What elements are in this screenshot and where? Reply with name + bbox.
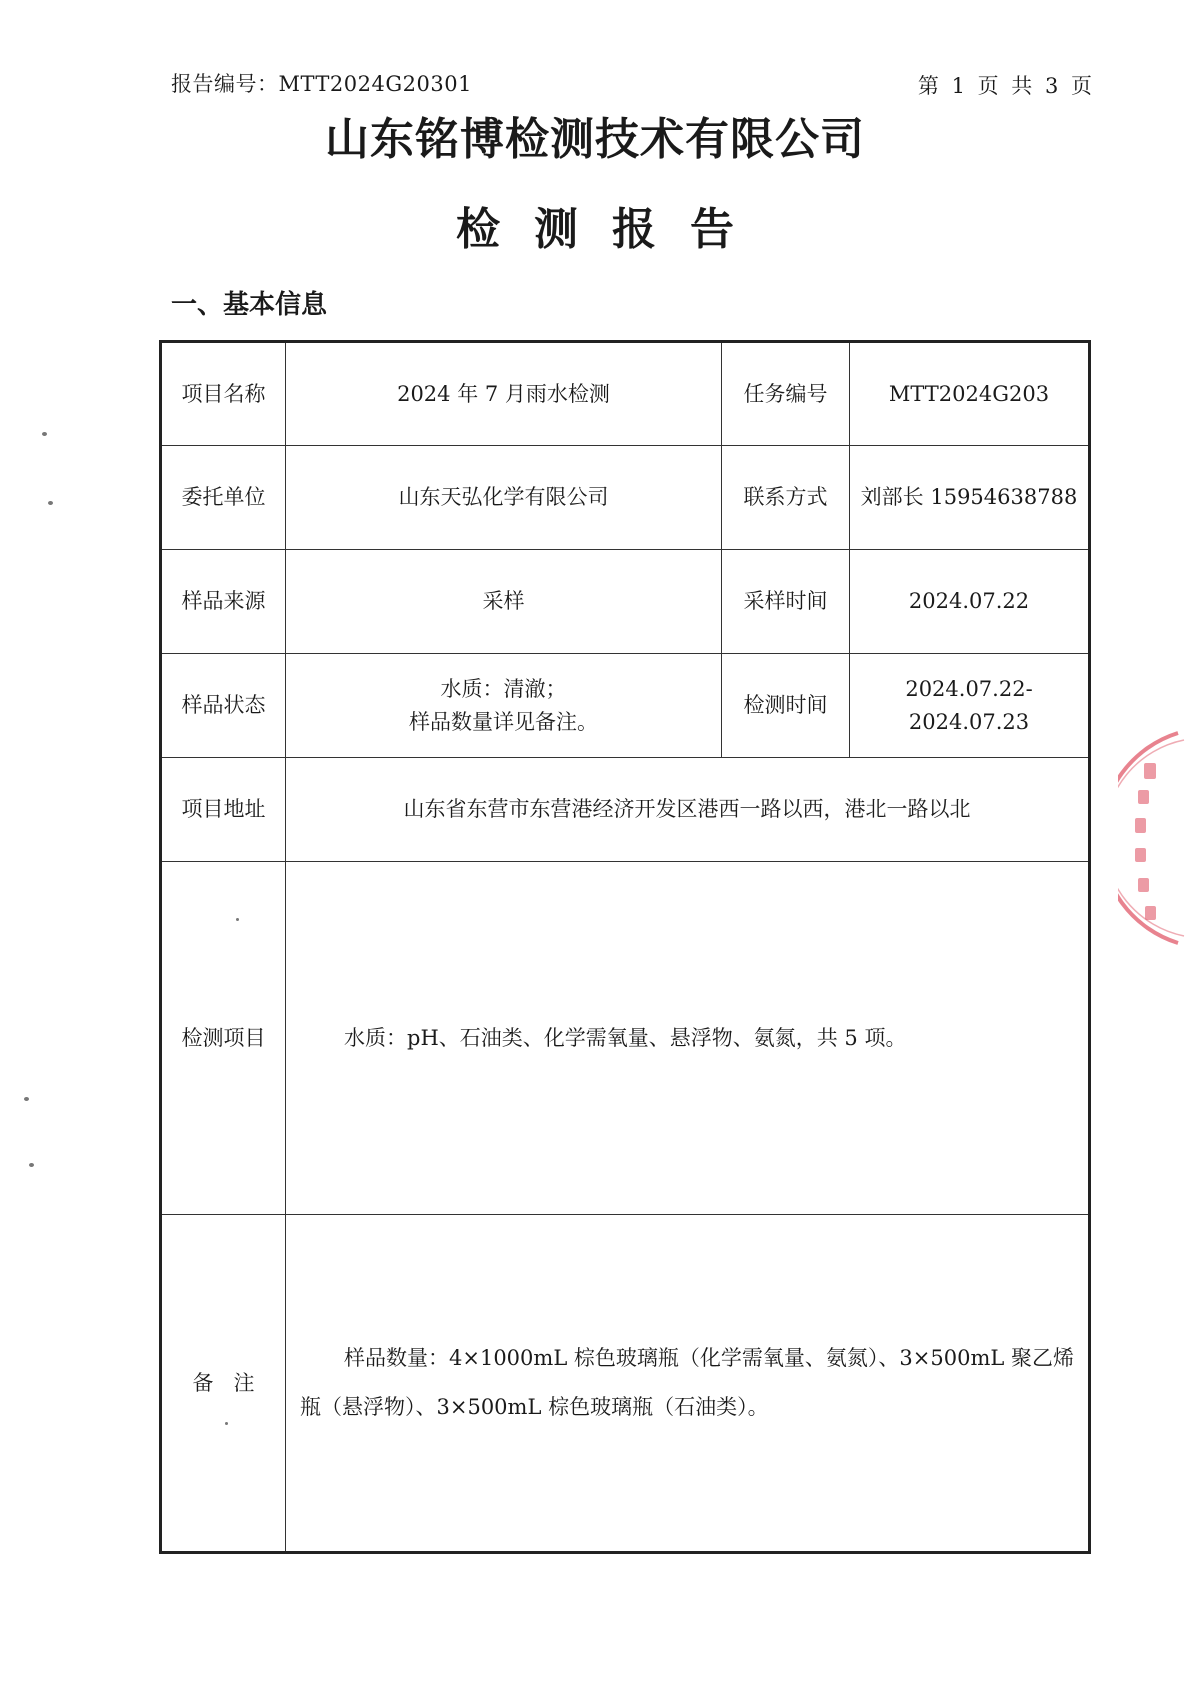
client-label: 委托单位 [161,446,286,550]
project-name-value: 2024 年 7 月雨水检测 [286,342,722,446]
task-number-label: 任务编号 [722,342,850,446]
table-row [161,342,1090,446]
notes-label: 备注 [161,1215,286,1553]
task-number-value: MTT2024G203 [850,342,1090,446]
scan-speck [236,918,239,921]
basic-info-table [159,340,1091,1554]
table-row [161,550,1090,654]
report-number: 报告编号：MTT2024G20301 [171,72,472,96]
test-items-label: 检测项目 [161,862,286,1215]
company-name: 山东铭博检测技术有限公司 [325,114,865,165]
scan-speck [48,501,53,505]
sampling-time-value: 2024.07.22 [850,550,1090,654]
scan-speck [42,432,47,436]
sample-source-value: 采样 [286,550,722,654]
scan-speck [225,1422,228,1425]
report-title: 检测报告 [456,204,768,255]
client-value: 山东天弘化学有限公司 [286,446,722,550]
table-row [161,758,1090,862]
sample-state-label: 样品状态 [161,654,286,758]
table-row [161,654,1090,758]
page-indicator: 第 1 页 共 3 页 [917,74,1092,98]
test-time-value: 2024.07.22-2024.07.23 [850,654,1090,758]
sample-source-label: 样品来源 [161,550,286,654]
scan-speck [29,1163,34,1167]
test-time-label: 检测时间 [722,654,850,758]
section-title: 一、基本信息 [171,290,328,320]
seal-icon [1118,728,1190,948]
red-seal-stamp [1118,728,1190,948]
sample-state-line-2: 样品数量详见备注。 [409,709,598,734]
contact-label: 联系方式 [722,446,850,550]
sampling-time-label: 采样时间 [722,550,850,654]
test-items-value: 水质：pH、石油类、化学需氧量、悬浮物、氨氮，共 5 项。 [286,862,1090,1215]
sample-state-line-1: 水质：清澈； [440,676,567,701]
scan-speck [24,1097,29,1101]
contact-value: 刘部长 15954638788 [850,446,1090,550]
sample-state-value [286,654,722,758]
table-row [161,446,1090,550]
project-name-label: 项目名称 [161,342,286,446]
table-row [161,862,1090,1215]
address-label: 项目地址 [161,758,286,862]
address-value: 山东省东营市东营港经济开发区港西一路以西，港北一路以北 [286,758,1090,862]
notes-value: 样品数量：4×1000mL 棕色玻璃瓶（化学需氧量、氨氮）、3×500mL 聚乙烯瓶（悬浮物）、3×500mL 棕色玻璃瓶（石油类）。 [286,1215,1090,1553]
table-row [161,1215,1090,1553]
